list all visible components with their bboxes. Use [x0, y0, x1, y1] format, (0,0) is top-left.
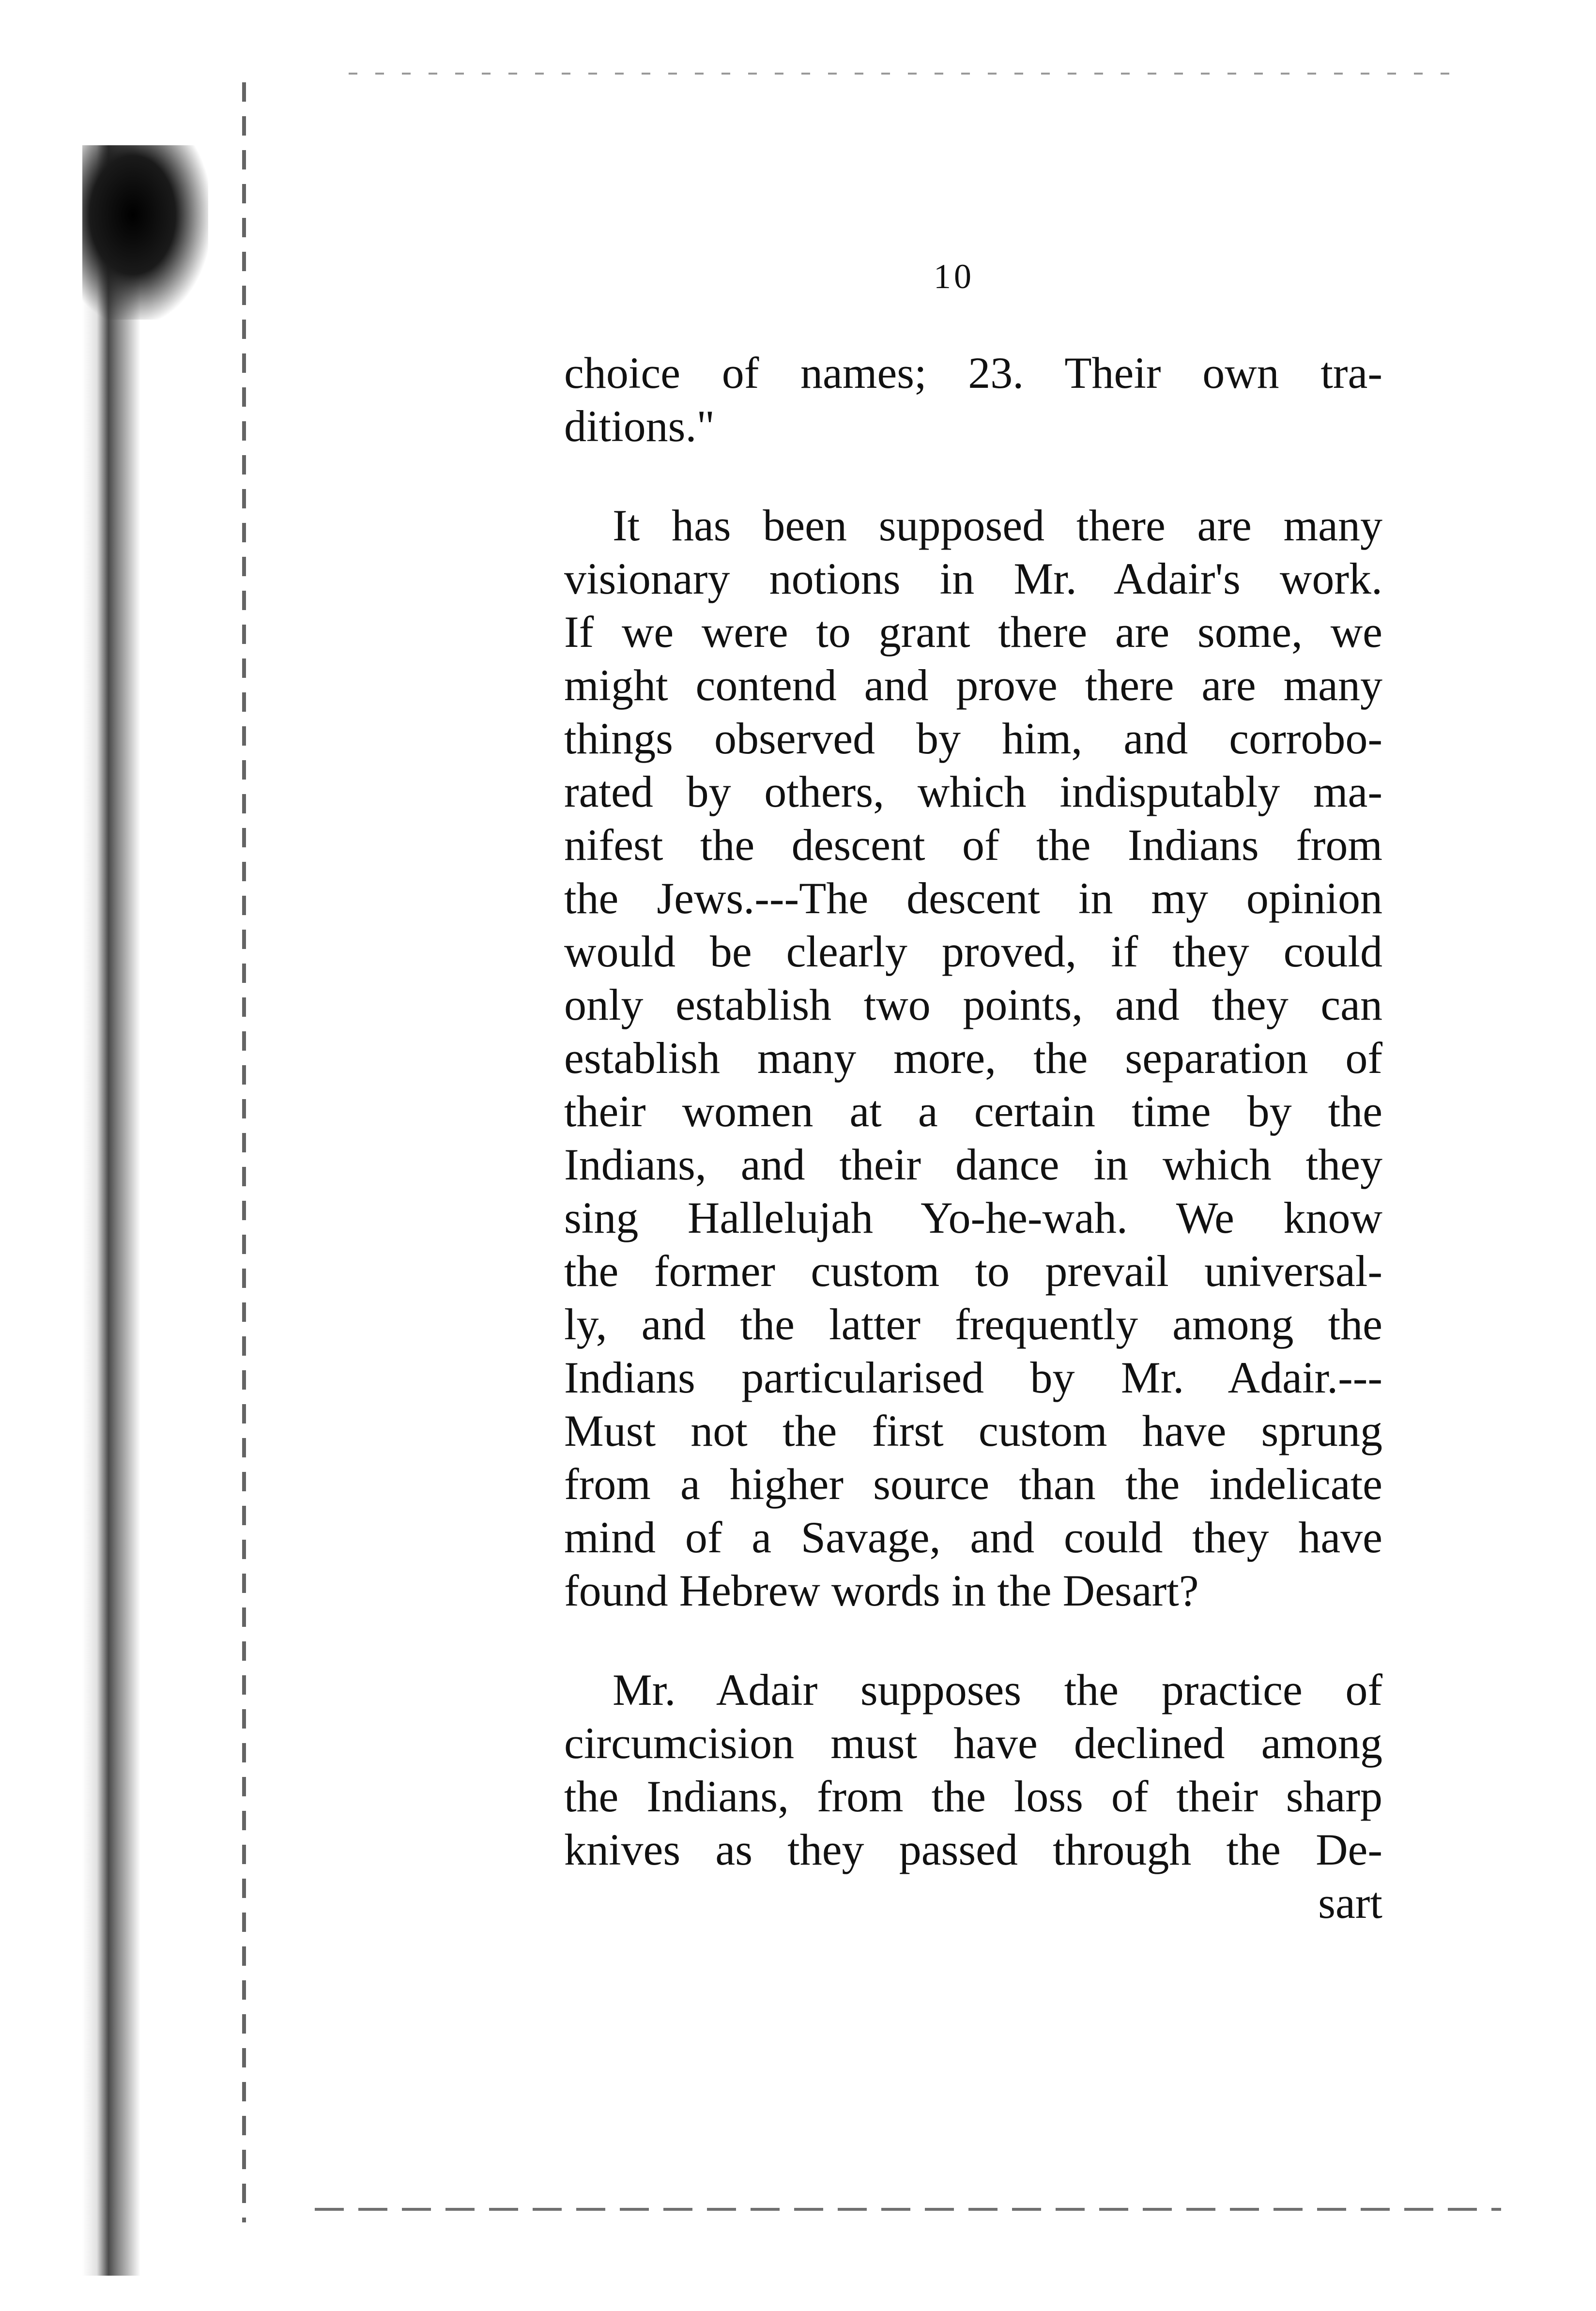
text-line: It has been supposed there are many: [613, 501, 1382, 550]
text-line: mind of a Savage, and could they have: [564, 1513, 1382, 1562]
text-line: found Hebrew words in the Desart?: [564, 1566, 1199, 1615]
text-line: Indians particularised by Mr. Adair.---: [564, 1353, 1382, 1402]
paragraph-gap: [564, 453, 1382, 499]
text-line: Indians, and their dance in which they: [564, 1140, 1382, 1189]
ink-blot: [82, 145, 208, 320]
text-line: Must not the first custom have sprung: [564, 1406, 1382, 1455]
text-line: If we were to grant there are some, we: [564, 607, 1382, 657]
text-line: things observed by him, and corrobo-: [564, 714, 1382, 763]
text-line: would be clearly proved, if they could: [564, 927, 1382, 976]
paragraph-gap: [564, 1617, 1382, 1663]
page-number: 10: [934, 257, 974, 296]
page-top-edge: [349, 73, 1462, 75]
page-bottom-edge: [315, 2208, 1501, 2211]
text-line: ly, and the latter frequently among the: [564, 1300, 1382, 1349]
text-line: rated by others, which indisputably ma-: [564, 767, 1382, 816]
text-line: establish many more, the separation of: [564, 1033, 1382, 1083]
text-line: might contend and prove there are many: [564, 660, 1382, 710]
text-line: ditions.": [564, 401, 715, 451]
body-text: [564, 346, 1382, 1929]
text-line: their women at a certain time by the: [564, 1087, 1382, 1136]
page-edge-shadow: [82, 145, 140, 2276]
text-line: only establish two points, and they can: [564, 980, 1382, 1029]
text-line: sart: [1318, 1878, 1382, 1928]
text-line: the Indians, from the loss of their sharp: [564, 1772, 1382, 1821]
text-line: knives as they passed through the De-: [564, 1825, 1382, 1874]
page-fold-line: [242, 82, 246, 2222]
text-line: circumcision must have declined among: [564, 1718, 1382, 1768]
text-line: from a higher source than the indelicate: [564, 1459, 1382, 1509]
text-line: visionary notions in Mr. Adair's work.: [564, 554, 1382, 603]
text-line: nifest the descent of the Indians from: [564, 820, 1382, 870]
text-line: sing Hallelujah Yo-he-wah. We know: [564, 1193, 1382, 1242]
text-line: the Jews.---The descent in my opinion: [564, 873, 1382, 923]
text-line: the former custom to prevail universal-: [564, 1246, 1382, 1296]
text-line: choice of names; 23. Their own tra-: [564, 348, 1382, 398]
text-line: Mr. Adair supposes the practice of: [613, 1665, 1382, 1714]
